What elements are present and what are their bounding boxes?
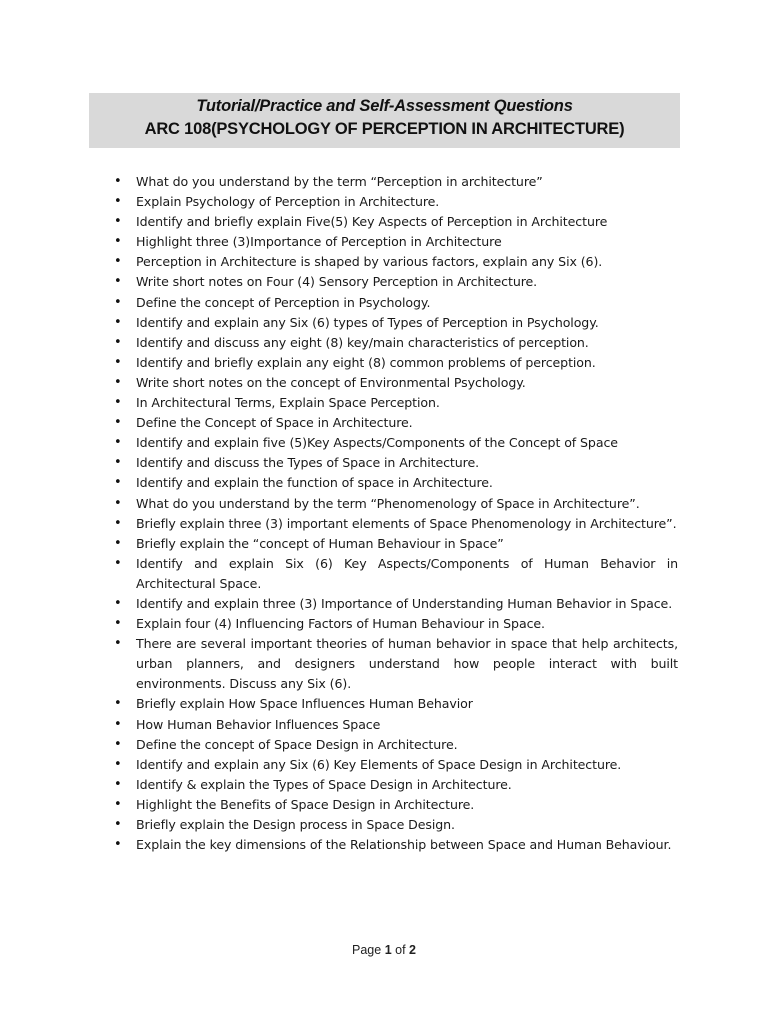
question-item [114, 413, 678, 433]
question-text: Identify and explain any Six (6) Key Elements of Space Design in Architecture. [136, 756, 622, 772]
question-item [114, 453, 678, 473]
question-text: Write short notes on Four (4) Sensory Perception in Architecture. [136, 274, 538, 290]
question-item [114, 293, 678, 313]
bullet-icon: • [114, 374, 122, 390]
question-text: Identify and explain any Six (6) types of Types of Perception in Psychology. [136, 314, 599, 330]
question-text: Briefly explain three (3) important elements of Space Phenomenology in Architecture”. [136, 515, 677, 531]
question-item [114, 634, 678, 694]
bullet-icon: • [114, 736, 122, 752]
question-item [114, 815, 678, 835]
question-text: Define the concept of Space Design in Architecture. [136, 736, 458, 752]
question-text: Identify and explain five (5)Key Aspects/Components of the Concept of Space [136, 435, 618, 451]
of-word: of [395, 943, 406, 957]
bullet-icon: • [114, 395, 122, 411]
question-item [114, 835, 678, 855]
question-item [114, 755, 678, 775]
question-item [114, 172, 678, 192]
bullet-icon: • [114, 194, 122, 210]
question-text: Highlight three (3)Importance of Perception in Architecture [136, 234, 502, 250]
question-text: In Architectural Terms, Explain Space Perception. [136, 395, 440, 411]
bullet-icon: • [114, 294, 122, 310]
document-title: Tutorial/Practice and Self-Assessment Questions [196, 97, 573, 115]
bullet-icon: • [114, 455, 122, 471]
bullet-icon: • [114, 354, 122, 370]
question-text: Highlight the Benefits of Space Design in Architecture. [136, 796, 475, 812]
bullet-icon: • [114, 274, 122, 290]
bullet-icon: • [114, 555, 122, 571]
question-text: Identify and briefly explain Five(5) Key Aspects of Perception in Architecture [136, 214, 608, 230]
question-item [114, 735, 678, 755]
question-text: Briefly explain How Space Influences Human Behavior [136, 696, 473, 712]
question-item [114, 393, 678, 413]
bullet-icon: • [114, 756, 122, 772]
question-text: Identify and briefly explain any eight (8) common problems of perception. [136, 354, 596, 370]
question-text: Briefly explain the Design process in Space Design. [136, 817, 455, 832]
question-text: Identify and explain three (3) Importance of Understanding Human Behavior in Space. [136, 595, 673, 611]
question-item [114, 313, 678, 333]
question-item [114, 232, 678, 252]
question-item [114, 795, 678, 815]
question-text: Explain the key dimensions of the Relationship between Space and Human Behaviour. [136, 837, 672, 853]
bullet-icon: • [114, 435, 122, 451]
question-text: How Human Behavior Influences Space [136, 716, 381, 732]
bullet-icon: • [114, 716, 122, 732]
question-item [114, 715, 678, 735]
question-item [114, 333, 678, 353]
bullet-icon: • [114, 796, 122, 812]
question-item [114, 272, 678, 292]
question-list [114, 172, 678, 855]
bullet-icon: • [114, 776, 122, 792]
question-text: Perception in Architecture is shaped by various factors, explain any Six (6). [136, 254, 603, 270]
question-text: There are several important theories of human behavior in space that help architects, urban planners, and designers understand how people interact with built environments. Discuss any Six (6). [136, 636, 678, 692]
bullet-icon: • [114, 696, 122, 712]
question-text: Identify and explain the function of space in Architecture. [136, 475, 493, 491]
question-item [114, 252, 678, 272]
bullet-icon: • [114, 616, 122, 632]
question-item [114, 212, 678, 232]
bullet-icon: • [114, 475, 122, 491]
question-item [114, 433, 678, 453]
bullet-icon: • [114, 214, 122, 230]
question-text: Identify and discuss any eight (8) key/main characteristics of perception. [136, 334, 589, 350]
bullet-icon: • [114, 254, 122, 270]
bullet-icon: • [114, 817, 122, 832]
bullet-icon: • [114, 595, 122, 611]
bullet-icon: • [114, 415, 122, 431]
question-item [114, 514, 678, 534]
bullet-icon: • [114, 314, 122, 330]
question-item [114, 694, 678, 714]
question-item [114, 554, 678, 594]
question-text: Write short notes on the concept of Environmental Psychology. [136, 374, 526, 390]
bullet-icon: • [114, 495, 122, 511]
bullet-icon: • [114, 535, 122, 551]
page-footer [0, 943, 768, 957]
total-pages-number: 2 [409, 943, 416, 957]
question-text: Explain four (4) Influencing Factors of Human Behaviour in Space. [136, 616, 545, 632]
page-word: Page [352, 943, 382, 957]
current-page-number: 1 [384, 943, 392, 957]
question-item [114, 473, 678, 493]
question-item [114, 614, 678, 634]
bullet-icon: • [114, 234, 122, 250]
question-text: Identify and discuss the Types of Space in Architecture. [136, 455, 479, 471]
bullet-icon: • [114, 636, 122, 652]
question-text: What do you understand by the term “Phenomenology of Space in Architecture”. [136, 495, 640, 511]
question-text: What do you understand by the term “Perception in architecture” [136, 174, 543, 189]
question-text: Identify and explain Six (6) Key Aspects/Components of Human Behavior in Architectural Space. [136, 555, 678, 591]
question-item [114, 494, 678, 514]
bullet-icon: • [114, 515, 122, 531]
question-text: Define the concept of Perception in Psychology. [136, 294, 431, 310]
question-item [114, 192, 678, 212]
question-item [114, 353, 678, 373]
bullet-icon: • [114, 837, 122, 853]
question-item [114, 534, 678, 554]
bullet-icon: • [114, 174, 122, 189]
bullet-icon: • [114, 334, 122, 350]
question-item [114, 594, 678, 614]
course-title: ARC 108(PSYCHOLOGY OF PERCEPTION IN ARCHITECTURE) [144, 120, 625, 138]
question-text: Explain Psychology of Perception in Architecture. [136, 194, 440, 210]
question-item [114, 775, 678, 795]
question-text: Identify & explain the Types of Space Design in Architecture. [136, 776, 512, 792]
question-text: Briefly explain the “concept of Human Behaviour in Space” [136, 535, 504, 551]
question-text: Define the Concept of Space in Architecture. [136, 415, 413, 431]
document-header [89, 93, 680, 148]
question-item [114, 373, 678, 393]
